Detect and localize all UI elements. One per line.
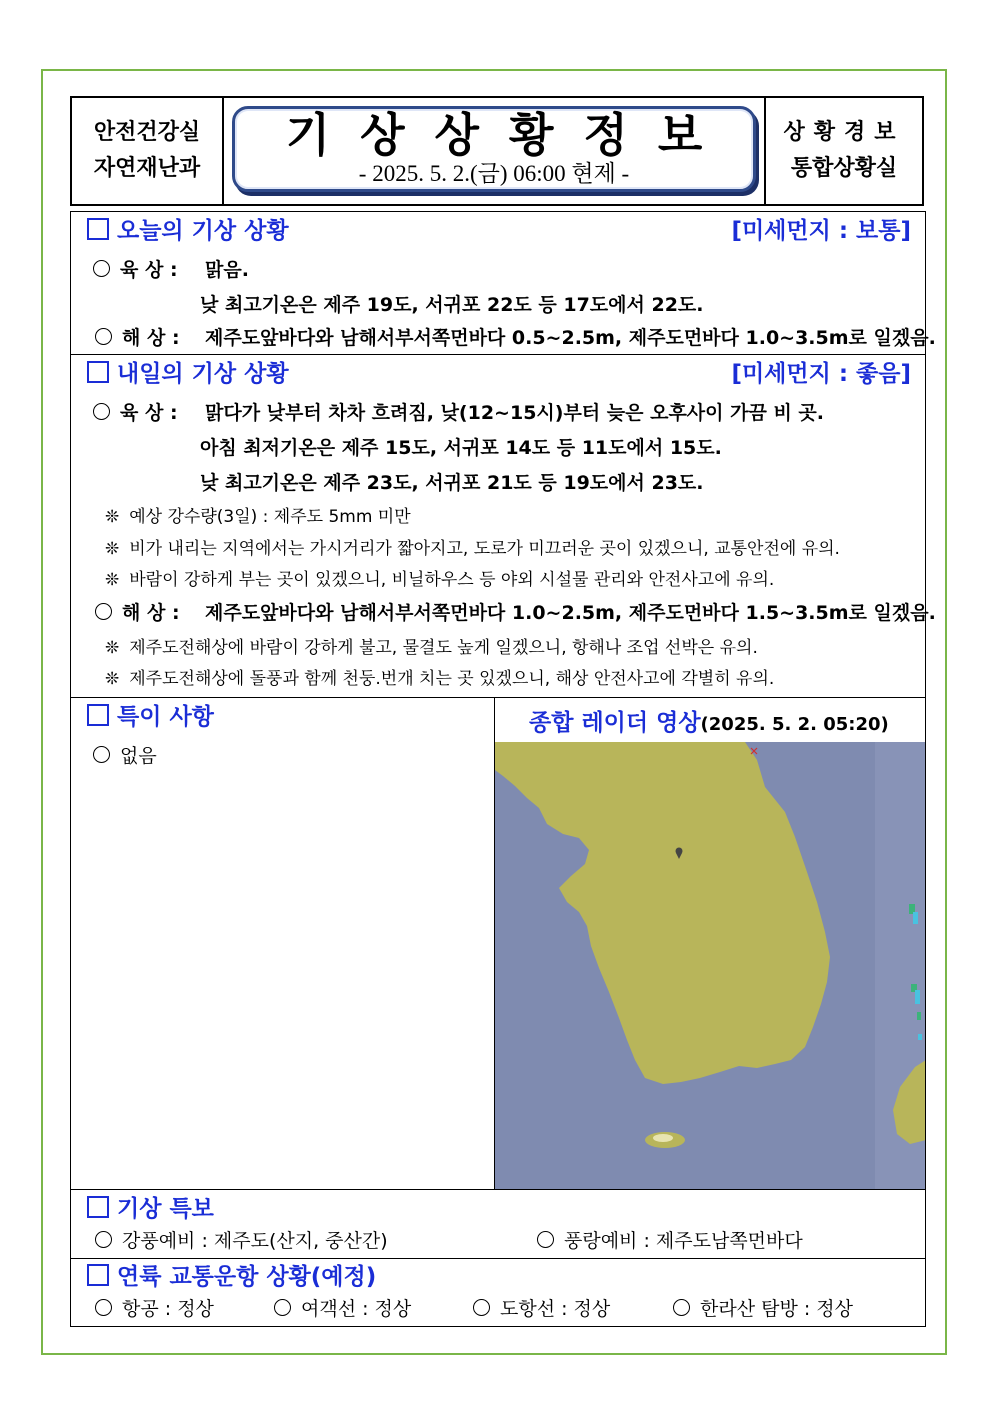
today-land-temp: 낮 최고기온은 제주 19도, 서귀포 22도 등 17도에서 22도. — [200, 294, 704, 316]
circle-icon — [93, 403, 110, 420]
tomorrow-title: 내일의 기상 상황 — [87, 359, 289, 389]
circle-icon — [93, 260, 110, 277]
jeju-cloud — [653, 1134, 673, 1142]
tomorrow-section — [70, 354, 936, 698]
radar-image — [494, 742, 925, 1189]
circle-icon — [274, 1299, 291, 1316]
office-line2: 통합상황실 — [790, 156, 898, 181]
tomorrow-land-min: 아침 최저기온은 제주 15도, 서귀포 14도 등 11도에서 15도. — [200, 437, 722, 459]
divider — [222, 98, 224, 204]
circle-icon — [95, 1299, 112, 1316]
tomorrow-note-2: ❊ 비가 내리는 지역에서는 가시거리가 짧아지고, 도로가 미끄러운 곳이 있겠으니, 교통안전에 유의. — [105, 539, 840, 559]
tomorrow-note-5: ❊ 제주도전해상에 돌풍과 함께 천둥.번개 치는 곳 있겠으니, 해상 안전사고에 각별히 유의. — [105, 669, 775, 689]
today-section — [70, 211, 936, 355]
today-sea: 해 상 : 제주도앞바다와 남해서부서쪽먼바다 0.5~2.5m, 제주도먼바다 1.0~3.5m로 일겠음. — [95, 325, 936, 351]
traffic-title: 연륙 교통운항 상황(예정) — [87, 1262, 376, 1292]
traffic-item-3: 도항선 : 정상 — [473, 1296, 610, 1322]
warning-item-2: 풍랑예비 : 제주도남쪽먼바다 — [537, 1228, 803, 1254]
tomorrow-note-1: ❊ 예상 강수량(3일) : 제주도 5mm 미만 — [105, 507, 411, 527]
office-line1: 상황경보 — [783, 120, 905, 145]
circle-icon — [95, 328, 112, 345]
warning-item-1: 강풍예비 : 제주도(산지, 중산간) — [95, 1228, 388, 1254]
page-title: 기상상황정보 — [285, 108, 733, 162]
title-box — [232, 106, 756, 192]
radar-title: 종합 레이더 영상(2025. 5. 2. 05:20) — [529, 710, 889, 736]
today-land: 육 상 : 맑음. — [93, 257, 249, 283]
tomorrow-land: 육 상 : 맑다가 낮부터 차차 흐려짐, 낮(12~15시)부터 늦은 오후사이 가끔 비 곳. — [93, 400, 824, 426]
traffic-item-4: 한라산 탐방 : 정상 — [673, 1296, 853, 1322]
traffic-item-2: 여객선 : 정상 — [274, 1296, 411, 1322]
department-line2: 자연재난과 — [93, 156, 201, 181]
tomorrow-dust: [미세먼지 : 좋음] — [731, 361, 911, 387]
checkbox-icon — [87, 1196, 109, 1218]
warnings-section — [70, 1189, 926, 1259]
traffic-item-1: 항공 : 정상 — [95, 1296, 214, 1322]
radar-header — [494, 697, 925, 743]
special-item: 없음 — [93, 743, 157, 769]
checkbox-icon — [87, 361, 109, 383]
tomorrow-note-3: ❊ 바람이 강하게 부는 곳이 있겠으니, 비닐하우스 등 야외 시설물 관리와 안전사고에 유의. — [105, 570, 775, 590]
echo — [917, 1012, 921, 1020]
checkbox-icon — [87, 1264, 109, 1286]
circle-icon — [537, 1231, 554, 1248]
radar-map — [495, 742, 925, 1189]
echo — [913, 912, 918, 924]
echo — [915, 990, 920, 1004]
tomorrow-note-4: ❊ 제주도전해상에 바람이 강하게 불고, 물결도 높게 일겠으니, 항해나 조업 선박은 유의. — [105, 638, 758, 658]
echo — [918, 1034, 922, 1040]
tomorrow-land-max: 낮 최고기온은 제주 23도, 서귀포 21도 등 19도에서 23도. — [200, 472, 704, 494]
circle-icon — [95, 1231, 112, 1248]
special-title: 특이 사항 — [87, 702, 214, 732]
today-dust: [미세먼지 : 보통] — [731, 218, 911, 244]
circle-icon — [93, 746, 110, 763]
circle-icon — [473, 1299, 490, 1316]
office-label — [764, 98, 922, 204]
department-label — [72, 98, 222, 204]
header — [70, 96, 924, 206]
department-line1: 안전건강실 — [93, 120, 201, 145]
circle-icon — [673, 1299, 690, 1316]
checkbox-icon — [87, 218, 109, 240]
warnings-title: 기상 특보 — [87, 1194, 214, 1224]
today-title: 오늘의 기상 상황 — [87, 216, 289, 246]
circle-icon — [95, 603, 112, 620]
tomorrow-sea: 해 상 : 제주도앞바다와 남해서부서쪽먼바다 1.0~2.5m, 제주도먼바다 1.5~3.5m로 일겠음. — [95, 600, 936, 626]
checkbox-icon — [87, 704, 109, 726]
traffic-section — [70, 1258, 926, 1327]
page-subtitle: - 2025. 5. 2.(금) 06:00 현제 - — [358, 161, 630, 186]
